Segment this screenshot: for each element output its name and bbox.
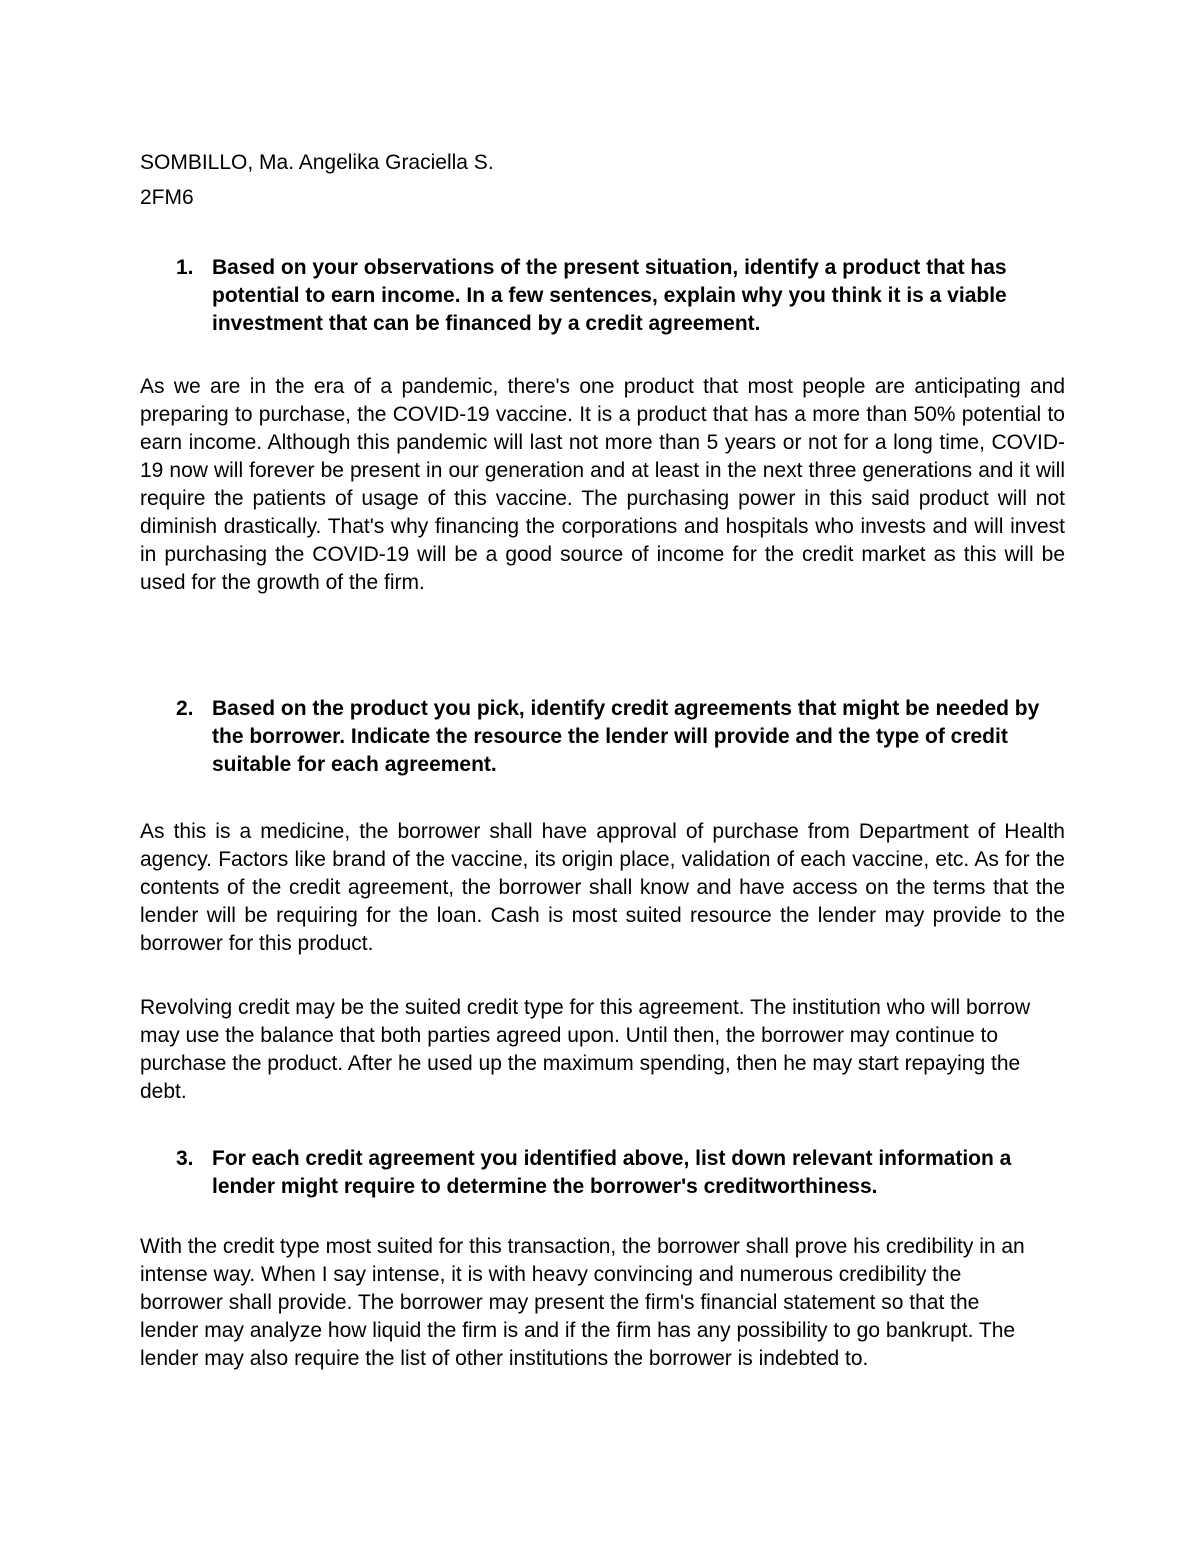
question-number: 2. [176,697,194,720]
question-prompt: For each credit agreement you identified above, list down relevant information a lender might require to determine the borrower's creditworthiness. [212,1147,1012,1198]
question-prompt: Based on the product you pick, identify credit agreements that might be needed by the borrower. Indicate the resource the lender will provide and the type of credit suitable for each agreement. [212,697,1040,776]
question-prompt: Based on your observations of the present situation, identify a product that has potential to earn income. In a few sentences, explain why you think it is a viable investment that can be financed by a credit agreement. [212,256,1007,335]
question-number: 1. [176,256,194,279]
answer-paragraph: With the credit type most suited for this transaction, the borrower shall prove his credibility in an intense way. When I say intense, it is with heavy convincing and numerous credibility the borrower shall provide. The borrower may present the firm's financial statement so that the lender may analyze how liquid the firm is and if the firm has any possibility to go bankrupt. The lender may also require the list of other institutions the borrower is indebted to. [140,1235,1025,1370]
student-section: 2FM6 [140,186,194,209]
student-name: SOMBILLO, Ma. Angelika Graciella S. [140,151,494,174]
answer-paragraph: As this is a medicine, the borrower shall have approval of purchase from Department of Health agency. Factors like brand of the vaccine, its origin place, validation of each vaccine, etc. As for the contents of the credit agreement, the borrower shall know and have access on the terms that the lender will be requiring for the loan. Cash is most suited resource the lender may provide to the borrower for this product. [140,820,1065,955]
answer-paragraph: Revolving credit may be the suited credit type for this agreement. The institution who will borrow may use the balance that both parties agreed upon. Until then, the borrower may continue to purchase the product. After he used up the maximum spending, then he may start repaying the debt. [140,996,1031,1103]
answer-paragraph: As we are in the era of a pandemic, there's one product that most people are anticipating and preparing to purchase, the COVID-19 vaccine. It is a product that has a more than 50% potential to earn income. Although this pandemic will last not more than 5 years or not for a long time, COVID-19 now will forever be present in our generation and at least in the next three generations and it will require the patients of usage of this vaccine. The purchasing power in this said product will not diminish drastically. That's why financing the corporations and hospitals who invests and will invest in purchasing the COVID-19 will be a good source of income for the credit market as this will be used for the growth of the firm. [140,375,1065,594]
question-number: 3. [176,1147,194,1170]
